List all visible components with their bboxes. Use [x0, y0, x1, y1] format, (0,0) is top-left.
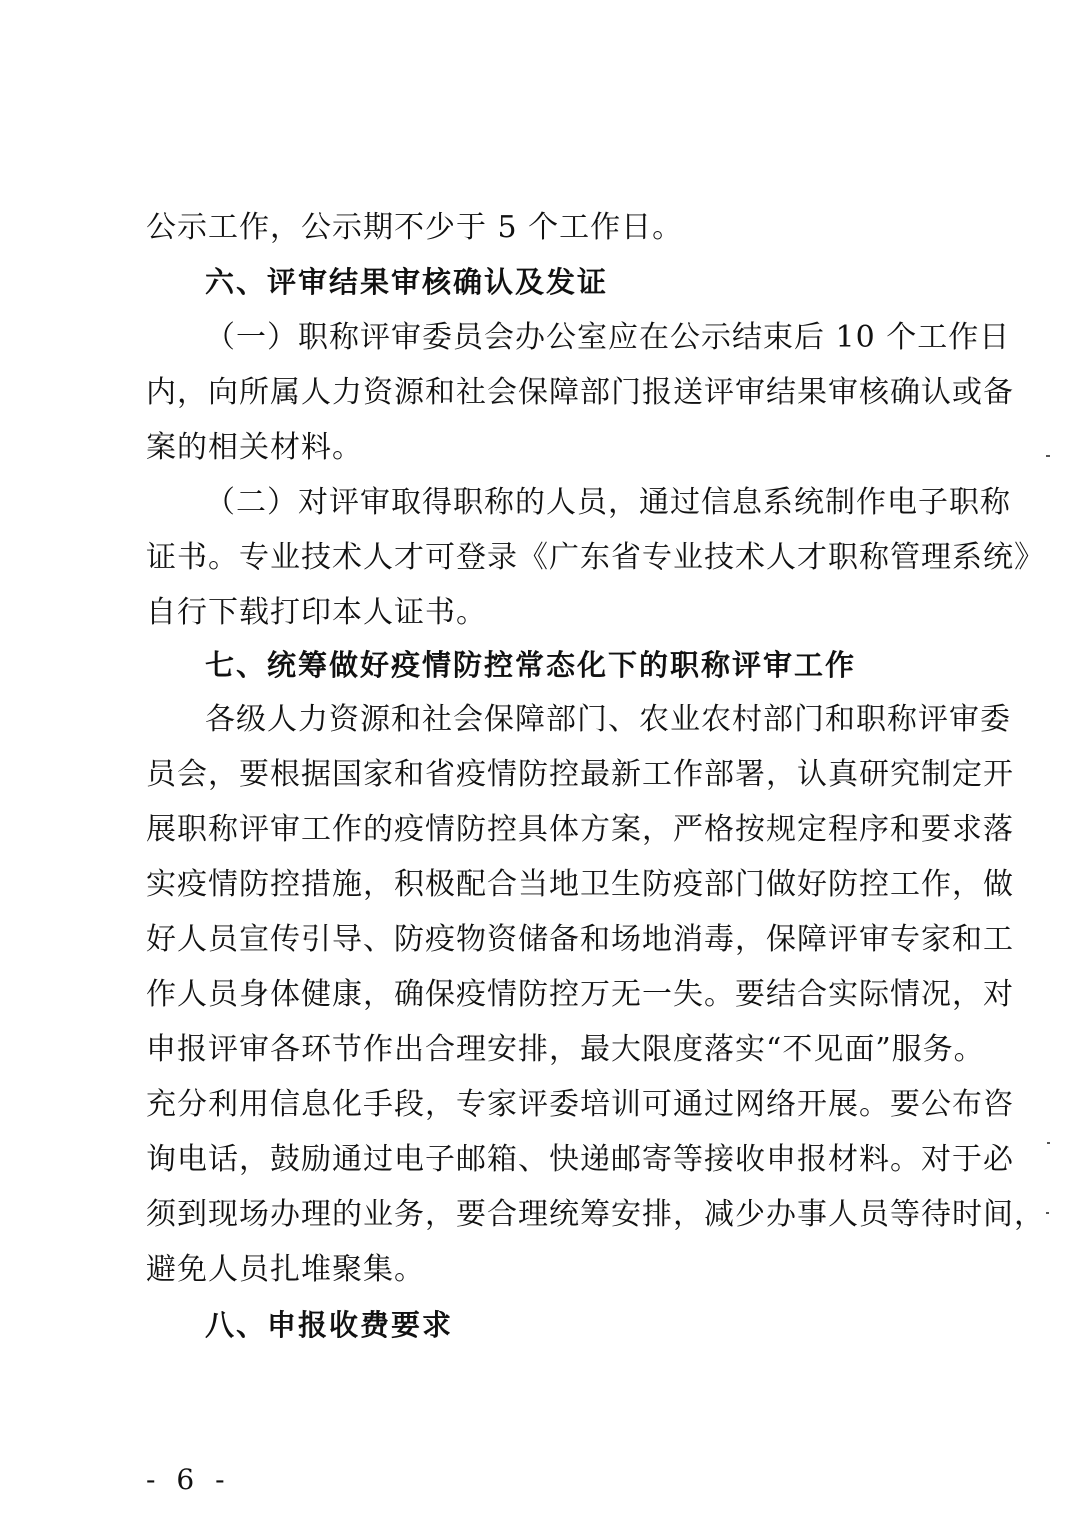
paragraph-line: （二）对评审取得职称的人员，通过信息系统制作电子职称 — [205, 485, 1011, 520]
page-number: - 6 - — [146, 1463, 231, 1496]
scan-speck — [1046, 1212, 1049, 1214]
section-heading-6: 六、评审结果审核确认及发证 — [205, 265, 609, 299]
paragraph-line: 案的相关材料。 — [146, 430, 363, 465]
body-line: 公示工作，公示期不少于 5 个工作日。 — [146, 210, 684, 245]
paragraph-line: 好人员宣传引导、防疫物资储备和场地消毒，保障评审专家和工 — [146, 922, 1014, 957]
paragraph-line: 展职称评审工作的疫情防控具体方案，严格按规定程序和要求落 — [146, 812, 1014, 847]
paragraph-line: 员会，要根据国家和省疫情防控最新工作部署，认真研究制定开 — [146, 757, 1014, 792]
paragraph-line: 询电话，鼓励通过电子邮箱、快递邮寄等接收申报材料。对于必 — [146, 1142, 1014, 1177]
scan-speck — [1046, 455, 1050, 457]
paragraph-line: 实疫情防控措施，积极配合当地卫生防疫部门做好防控工作，做 — [146, 867, 1014, 902]
section-heading-7: 七、统筹做好疫情防控常态化下的职称评审工作 — [205, 648, 857, 682]
paragraph-line: 内，向所属人力资源和社会保障部门报送评审结果审核确认或备 — [146, 375, 1014, 410]
paragraph-line: 须到现场办理的业务，要合理统筹安排，减少办事人员等待时间， — [146, 1197, 1045, 1232]
paragraph-line: 避免人员扎堆聚集。 — [146, 1252, 425, 1287]
paragraph-line: 作人员身体健康，确保疫情防控万无一失。要结合实际情况，对 — [146, 977, 1014, 1012]
paragraph-line: 自行下载打印本人证书。 — [146, 595, 487, 630]
paragraph-line: 充分利用信息化手段，专家评委培训可通过网络开展。要公布咨 — [146, 1087, 1014, 1122]
paragraph-line: 申报评审各环节作出合理安排，最大限度落实“不见面”服务。 — [146, 1032, 985, 1067]
section-heading-8: 八、申报收费要求 — [205, 1308, 454, 1342]
paragraph-line: （一）职称评审委员会办公室应在公示结束后 10 个工作日 — [205, 320, 1011, 355]
paragraph-line: 各级人力资源和社会保障部门、农业农村部门和职称评审委 — [205, 702, 1011, 737]
paragraph-line: 证书。专业技术人才可登录《广东省专业技术人才职称管理系统》 — [146, 540, 1045, 575]
scan-speck — [1047, 1142, 1050, 1144]
